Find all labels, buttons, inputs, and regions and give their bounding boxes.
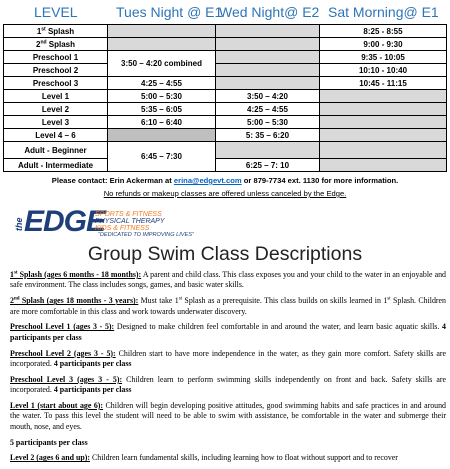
participants-level-1: 5 participants per class: [10, 437, 88, 447]
table-row: [4, 64, 447, 77]
time-cell: 10:45 - 11:15: [320, 77, 447, 90]
logo-edge: EDGE: [24, 205, 106, 238]
header-tuesday: Tues Night @ E1: [116, 4, 223, 20]
empty-cell: [320, 129, 447, 142]
level-cell: Adult - Intermediate: [4, 159, 108, 172]
description-preschool-3: Preschool Level 3 (ages 3 - 5): Children learn to perform swimming skills independently on front and back. Safety skills are incorporated. 4 participants per class: [10, 374, 446, 395]
empty-cell: [108, 38, 216, 51]
empty-cell: [216, 77, 320, 90]
time-cell-adult: 6:45 – 7:30: [108, 142, 216, 172]
description-level-1: Level 1 (start about age 6): Children will begin developing positive attitudes, good swimming habits and safe practices in and around the water. To pass this level the student will need to be able to swim with assistance, be comfortable in the water and submerge their mouth, nose, and eyes.: [10, 401, 446, 431]
empty-cell: [108, 25, 216, 38]
empty-cell: [216, 25, 320, 38]
time-cell: 4:25 – 4:55: [108, 77, 216, 90]
schedule-header: [0, 4, 450, 22]
empty-cell: [320, 159, 447, 172]
time-cell: 6:10 – 6:40: [108, 116, 216, 129]
level-cell: 2nd Splash: [4, 38, 108, 51]
logo-service-therapy: PHYSICAL THERAPY: [95, 218, 165, 225]
table-row: [4, 51, 447, 64]
time-cell: 5:00 – 5:30: [216, 116, 320, 129]
description-preschool-1: Preschool Level 1 (ages 3 - 5): Designed to make children feel comfortable in and around the water, and learn basic aquatic skills. 4 participants per class: [10, 322, 446, 342]
time-cell: 8:25 - 8:55: [320, 25, 447, 38]
table-row: [4, 142, 447, 159]
contact-line: Please contact: Erin Ackerman at erina@edgevt.com or 879-7734 ext. 1130 for more information.: [51, 176, 399, 185]
table-row: [4, 25, 447, 38]
level-cell: Level 2: [4, 103, 108, 116]
level-cell: 1st Splash: [4, 25, 108, 38]
header-wednesday: Wed Night@ E2: [219, 4, 320, 20]
empty-cell: [216, 142, 320, 159]
logo-service-sports: SPORTS & FITNESS: [95, 211, 162, 218]
time-cell: 5: 35 – 6:20: [216, 129, 320, 142]
table-row: [4, 159, 447, 172]
level-cell: Preschool 2: [4, 64, 108, 77]
empty-cell: [320, 116, 447, 129]
time-cell: 5:00 – 5:30: [108, 90, 216, 103]
schedule-table: [3, 24, 447, 172]
description-level-2: Level 2 (ages 6 and up): Children learn fundamental skills, including learning how to float without support and to recover: [10, 453, 398, 463]
page-title: Group Swim Class Descriptions: [87, 243, 363, 265]
empty-cell: [216, 38, 320, 51]
time-cell: 9:35 - 10:05: [320, 51, 447, 64]
logo-service-kids: KIDS & FITNESS: [95, 225, 150, 232]
logo-tagline: “DEDICATED TO IMPROVING LIVES”: [98, 232, 194, 238]
time-cell: 5:35 – 6:05: [108, 103, 216, 116]
level-cell: Adult - Beginner: [4, 142, 108, 159]
time-cell: 4:25 – 4:55: [216, 103, 320, 116]
table-row: [4, 77, 447, 90]
description-splash-1: 1st Splash (ages 6 months - 18 months): A parent and child class. This class exposes you and your child to the water in an enjoyable and safe environment. The class includes songs, games, and basic water skills.: [10, 270, 446, 290]
empty-cell: [320, 90, 447, 103]
empty-cell: [216, 51, 320, 64]
level-cell: Level 3: [4, 116, 108, 129]
level-cell: Preschool 3: [4, 77, 108, 90]
description-preschool-2: Preschool Level 2 (ages 3 - 5): Children start to have more independence in the water, as they gain more comfort. Safety skills are incorporated. 4 participants per class: [10, 348, 447, 369]
table-row: [4, 90, 447, 103]
time-cell: 3:50 – 4:20: [216, 90, 320, 103]
logo-the: the: [14, 217, 24, 231]
level-cell: Preschool 1: [4, 51, 108, 64]
refund-notice: No refunds or makeup classes are offered unless canceled by the Edge.: [103, 189, 347, 198]
table-row: [4, 38, 447, 51]
table-row: [4, 103, 447, 116]
time-cell-combined: 3:50 – 4:20 combined: [108, 51, 216, 77]
description-splash-2: 2nd Splash (ages 18 months - 3 years): Must take 1st Splash as a prerequisite. This class builds on skills learned in 1st Splash. Children are more comfortable in this class and work towards underwater discovery.: [10, 296, 446, 316]
empty-cell: [108, 129, 216, 142]
table-row: [4, 129, 447, 142]
class-descriptions: [10, 270, 446, 469]
table-row: [4, 116, 447, 129]
time-cell: 6:25 – 7: 10: [216, 159, 320, 172]
time-cell: 10:10 - 10:40: [320, 64, 447, 77]
empty-cell: [320, 103, 447, 116]
time-cell: 9:00 - 9:30: [320, 38, 447, 51]
level-cell: Level 4 – 6: [4, 129, 108, 142]
email-link[interactable]: erina@edgevt.com: [173, 176, 242, 185]
empty-cell: [216, 64, 320, 77]
header-saturday: Sat Morning@ E1: [328, 4, 439, 20]
level-cell: Level 1: [4, 90, 108, 103]
header-level: LEVEL: [34, 4, 78, 20]
empty-cell: [320, 142, 447, 159]
